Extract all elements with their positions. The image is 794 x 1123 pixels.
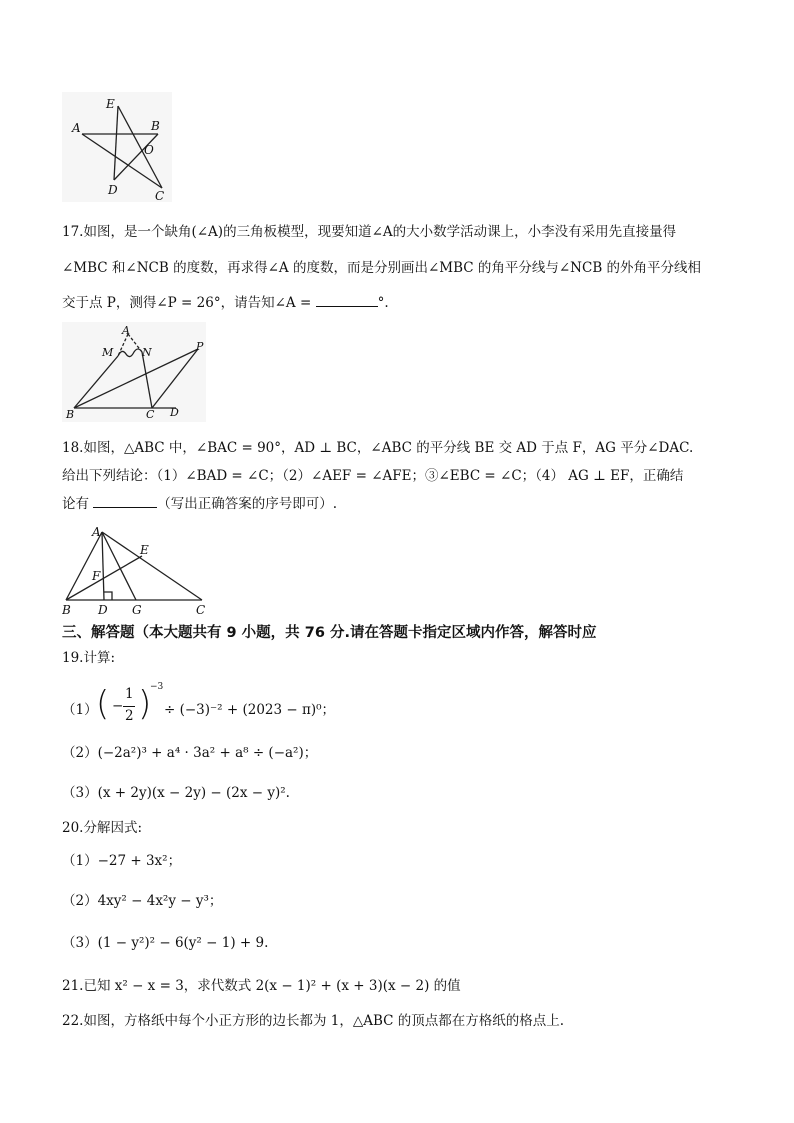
label-N: N [142,346,152,359]
q18-line-2: 给出下列结论：（1）∠BAD = ∠C；（2）∠AEF = ∠AFE；③∠EBC = ∠C；（4） AG ⊥ EF，正确结 [62,468,684,484]
q19-p1-frac-bar [123,706,135,707]
q17-answer-blank[interactable] [316,306,378,307]
label-C: C [196,603,206,616]
q19-title: 19.计算: [62,650,116,666]
label-G: G [132,603,142,616]
q17-line-2: ∠MBC 和∠NCB 的度数，再求得∠A 的度数，而是分别画出∠MBC 的角平分线与∠NCB 的外角平分线相 [62,260,702,276]
q19-part-2: （2）(−2a²)³ + a⁴ · 3a² + a⁸ ÷ (−a²)； [62,745,318,761]
label-E: E [106,97,115,111]
q19-part-3: （3）(x + 2y)(x − 2y) − (2x − y)². [62,785,290,801]
q20-part-1: （1）−27 + 3x²； [62,853,182,869]
label-D: D [170,406,179,419]
q17-line-3 [62,293,389,313]
q18-answer-blank[interactable] [93,507,157,508]
q20-part-3: （3）(1 − y²)² − 6(y² − 1) + 9. [62,935,269,951]
label-F: F [92,569,101,583]
q17-line-3-end: °. [377,295,389,311]
q17-figure [62,322,206,422]
q19-p1-rest: ÷ (−3)⁻² + (2023 − π)⁰； [164,702,336,718]
section-3-heading: 三、解答题（本大题共有 9 小题，共 76 分.请在答题卡指定区域内作答，解答时应 [62,625,597,641]
q17-line-3-text: 交于点 P，测得∠P = 26°，请告知∠A = [62,295,312,311]
label-P: P [196,340,204,353]
label-B: B [151,119,160,133]
q19-p1-number: （1） [62,702,98,718]
q18-line-1: 18.如图，△ABC 中，∠BAC = 90°，AD ⊥ BC，∠ABC 的平分线 BE 交 AD 于点 F，AG 平分∠DAC. [62,440,694,456]
q18-lines [66,532,202,600]
q18-line-3-text: 论有 [62,496,89,512]
q19-p1-paren-left: ( [96,684,110,724]
q19-p1-frac-top: 1 [125,686,134,702]
label-D: D [98,603,108,616]
label-M: M [102,346,114,359]
label-O: O [144,143,154,157]
q17-line-1: 17.如图，是一个缺角(∠A)的三角板模型，现要知道∠A的大小数学活动课上，小李没有采用先直接量得 [62,224,677,240]
q19-p1-frac-bottom: 2 [125,708,134,724]
q18-line-3-end: （写出正确答案的序号即可）. [157,496,338,512]
q20-part-2: （2）4xy² − 4x²y − y³； [62,893,223,909]
label-C: C [155,189,165,202]
q19-p1-paren-right: ) [138,684,152,724]
q18-figure [62,524,220,616]
q22-text: 22.如图，方格纸中每个小正方形的边长都为 1，△ABC 的顶点都在方格纸的格点上. [62,1013,565,1029]
q19-p1-sign: − [112,698,124,714]
label-A: A [122,324,130,337]
label-A: A [72,121,81,135]
q21-text: 21.已知 x² − x = 3，求代数式 2(x − 1)² + (x + 3)(x − 2) 的值 [62,978,461,994]
label-B: B [62,603,71,616]
star-figure [62,92,172,202]
label-E: E [140,543,149,557]
label-C: C [146,408,155,421]
q20-title: 20.分解因式: [62,820,143,836]
q18-line-3 [62,494,337,514]
figure-background [62,322,206,422]
label-A: A [92,525,101,539]
label-D: D [108,183,118,197]
q19-p1-exponent: −3 [150,682,164,692]
label-B: B [66,408,75,421]
